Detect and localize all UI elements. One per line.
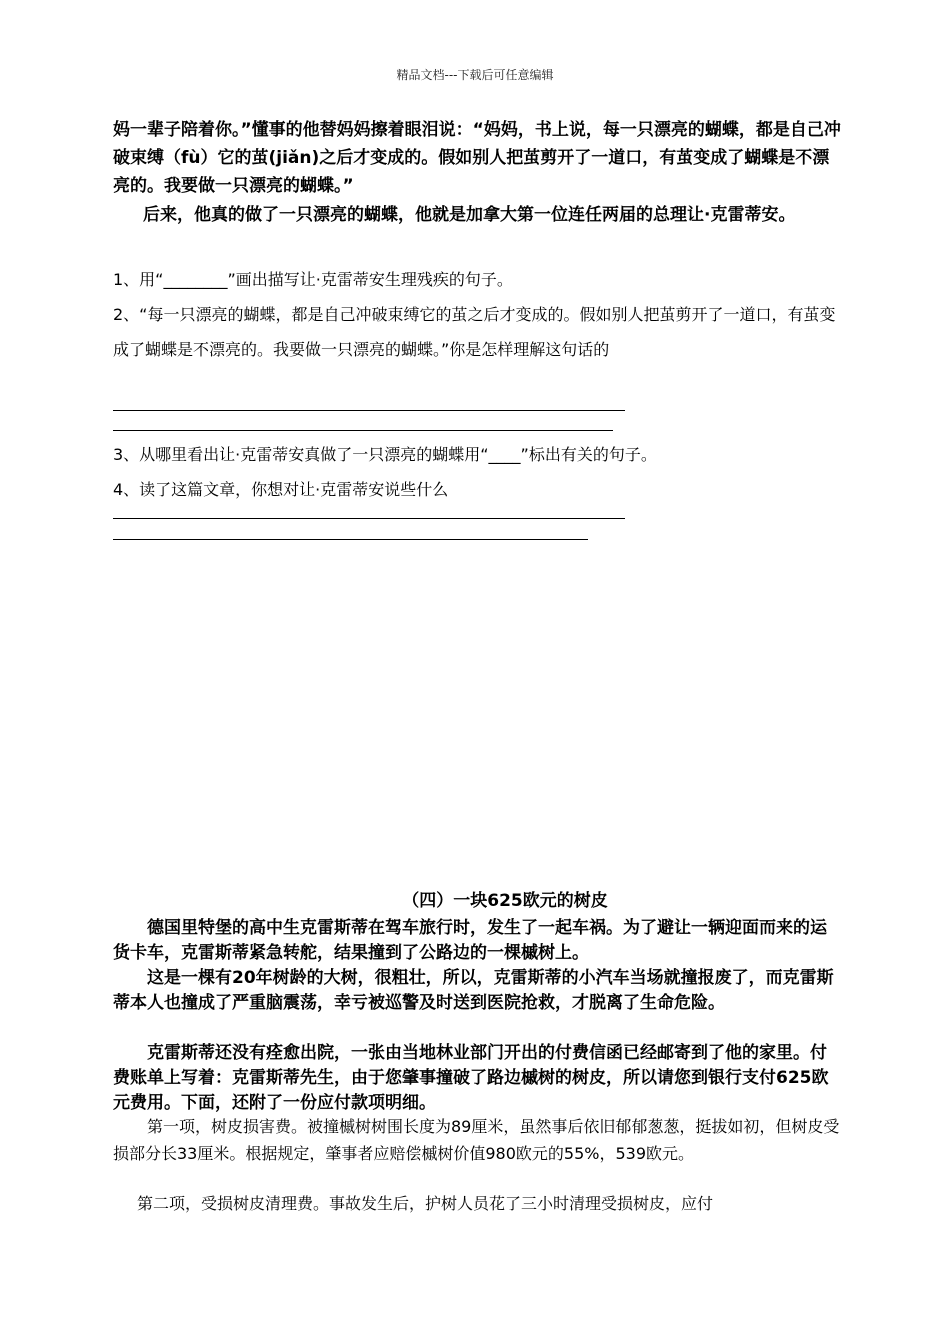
question-3: 3、从哪里看出让·克雷蒂安真做了一只漂亮的蝴蝶用“____”标出有关的句子。 [113, 445, 657, 464]
answer-line-q4-1 [113, 518, 625, 519]
section-paragraph-4: 第一项，树皮损害费。被撞槭树树围长度为89厘米，虽然事后依旧郁郁葱葱，挺拔如初，但树皮受损部分长33厘米。根据规定，肇事者应赔偿槭树价值980欧元的55%，539欧元。 [113, 1117, 840, 1163]
page-header: 精品文档---下载后可任意编辑 [396, 68, 554, 82]
section-title: （四）一块625欧元的树皮 [402, 891, 608, 911]
question-1: 1、用“________”画出描写让·克雷蒂安生理残疾的句子。 [113, 270, 513, 289]
passage1-paragraph-1: 妈一辈子陪着你。”懂事的他替妈妈擦着眼泪说：“妈妈，书上说，每一只漂亮的蝴蝶，都是自己冲破束缚（fù）它的茧(jiǎn)之后才变成的。假如别人把茧剪开了一道口，有茧变成了蝴蝶是不漂亮的。我要做一只漂亮的蝴蝶。” [113, 120, 841, 196]
answer-line-q2-2 [113, 430, 613, 431]
section-paragraph-1: 德国里特堡的高中生克雷斯蒂在驾车旅行时，发生了一起车祸。为了避让一辆迎面而来的运货卡车，克雷斯蒂紧急转舵，结果撞到了公路边的一棵槭树上。 [113, 918, 827, 963]
question-2: 2、“每一只漂亮的蝴蝶，都是自己冲破束缚它的茧之后才变成的。假如别人把茧剪开了一道口，有茧变成了蝴蝶是不漂亮的。我要做一只漂亮的蝴蝶。”你是怎样理解这句话的 [113, 305, 836, 359]
answer-line-q2-1 [113, 410, 625, 411]
section-paragraph-5: 第二项，受损树皮清理费。事故发生后，护树人员花了三小时清理受损树皮，应付 [137, 1194, 714, 1213]
question-4: 4、读了这篇文章，你想对让·克雷蒂安说些什么 [113, 480, 449, 499]
answer-line-q4-2 [113, 539, 588, 540]
section-paragraph-2: 这是一棵有20年树龄的大树，很粗壮，所以，克雷斯蒂的小汽车当场就撞报废了，而克雷斯蒂本人也撞成了严重脑震荡，幸亏被巡警及时送到医院抢救，才脱离了生命危险。 [113, 968, 834, 1013]
section-paragraph-3: 克雷斯蒂还没有痊愈出院，一张由当地林业部门开出的付费信函已经邮寄到了他的家里。付费账单上写着：克雷斯蒂先生，由于您肇事撞破了路边槭树的树皮，所以请您到银行支付625欧元费用。下面，还附了一份应付款项明细。 [113, 1043, 829, 1113]
passage1-paragraph-2: 后来，他真的做了一只漂亮的蝴蝶，他就是加拿大第一位连任两届的总理让·克雷蒂安。 [143, 205, 796, 225]
